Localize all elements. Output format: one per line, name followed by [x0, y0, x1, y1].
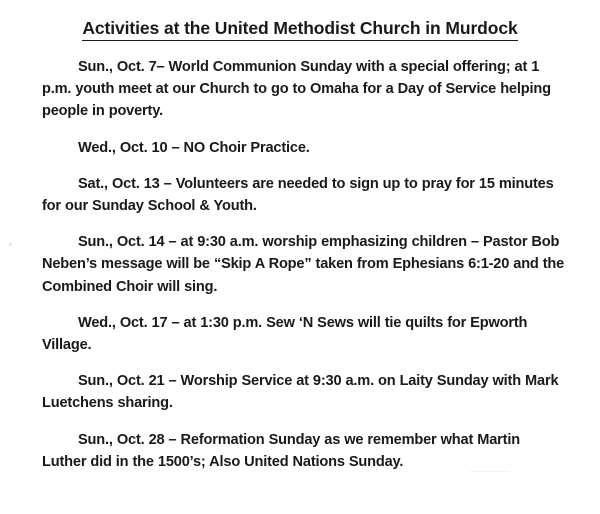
activity-paragraph-oct-14: Sun., Oct. 14 – at 9:30 a.m. worship emphasizing children – Pastor Bob Neben’s message will be “Skip A Rope” taken from Ephesians 6:1-20 and the Combined Choir will sing. — [42, 234, 565, 295]
activity-paragraph-oct-7: Sun., Oct. 7– World Communion Sunday with a special offering; at 1 p.m. youth meet at our Church to go to Omaha for a Day of Service helping people in poverty. — [42, 59, 551, 120]
scan-speck-artifact — [9, 243, 12, 246]
activity-paragraph-oct-10: Wed., Oct. 10 – NO Choir Practice. — [78, 139, 310, 156]
scan-smudge-artifact — [470, 471, 510, 472]
activity-paragraph-oct-28: Sun., Oct. 28 – Reformation Sunday as we remember what Martin Luther did in the 1500’s; Also United Nations Sunday. — [42, 431, 520, 470]
page-title-text: Activities at the United Methodist Church in Murdock — [82, 18, 517, 41]
activity-paragraph-oct-21: Sun., Oct. 21 – Worship Service at 9:30 a.m. on Laity Sunday with Mark Luetchens sharing. — [42, 373, 559, 412]
page-title — [42, 18, 558, 41]
activity-paragraph-oct-13: Sat., Oct. 13 – Volunteers are needed to sign up to pray for 15 minutes for our Sunday School & Youth. — [42, 175, 554, 215]
activities-list — [42, 56, 568, 473]
activity-paragraph-oct-17: Wed., Oct. 17 – at 1:30 p.m. Sew ‘N Sews will tie quilts for Epworth Village. — [42, 314, 528, 354]
